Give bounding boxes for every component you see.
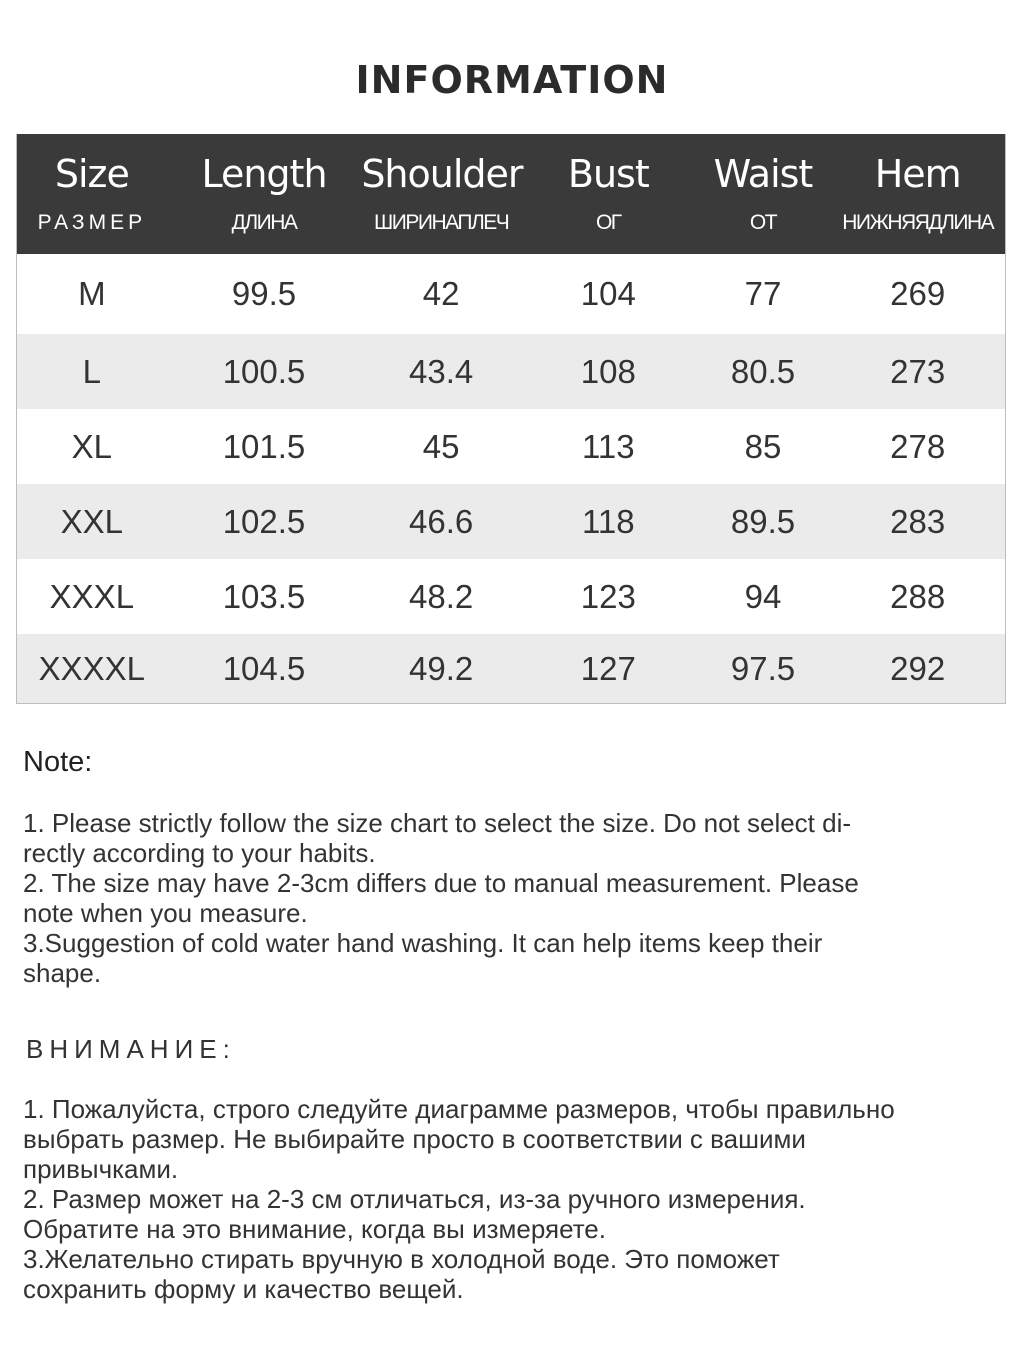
ru-note-line: 3.Желательно стирать вручную в холодной воде. Это поможет — [23, 1244, 780, 1274]
cell-waist: 85 — [744, 427, 782, 465]
cell-waist: 97.5 — [730, 649, 796, 687]
cell-length: 103.5 — [222, 577, 306, 615]
cell-hem: 288 — [890, 577, 946, 615]
ru-note-line: 2. Размер может на 2-3 см отличаться, из-за ручного измерения. — [23, 1184, 806, 1214]
ru-note-line: привычками. — [23, 1154, 179, 1184]
cell-waist: 94 — [744, 577, 782, 615]
note-body — [23, 808, 1003, 988]
note-line: note when you measure. — [23, 898, 308, 928]
cell-waist: 89.5 — [730, 502, 796, 540]
table-row — [17, 254, 1005, 334]
header-label-en: Size — [54, 152, 129, 196]
cell-shoulder: 45 — [422, 427, 460, 465]
cell-hem: 273 — [890, 352, 946, 390]
cell-size: XXXXL — [38, 649, 146, 687]
table-body — [17, 254, 1005, 703]
note-line: rectly according to your habits. — [23, 838, 376, 868]
table-row — [17, 484, 1005, 559]
cell-size: M — [78, 275, 106, 312]
header-size — [17, 134, 167, 254]
ru-note-line: Обратите на это внимание, когда вы измеряете. — [23, 1214, 606, 1244]
cell-bust: 113 — [581, 427, 635, 465]
header-label-en: Shoulder — [361, 152, 523, 196]
cell-length: 101.5 — [222, 427, 306, 465]
cell-bust: 127 — [580, 649, 636, 687]
table-row — [17, 409, 1005, 484]
cell-shoulder: 46.6 — [409, 502, 474, 540]
cell-hem: 283 — [890, 502, 946, 540]
table-row — [17, 634, 1005, 703]
note-line: 3.Suggestion of cold water hand washing. It can help items keep their — [23, 928, 823, 958]
ru-note-body — [23, 1094, 1013, 1304]
size-chart-table — [16, 134, 1006, 704]
header-shoulder — [361, 134, 521, 254]
table-row — [17, 334, 1005, 409]
cell-shoulder: 48.2 — [409, 577, 474, 615]
cell-bust: 104 — [580, 275, 636, 312]
cell-length: 99.5 — [231, 275, 297, 312]
header-label-en: Hem — [874, 152, 961, 196]
header-bust — [521, 134, 696, 254]
cell-bust: 123 — [580, 577, 636, 615]
cell-shoulder: 49.2 — [409, 649, 474, 687]
cell-hem: 269 — [890, 275, 946, 312]
cell-length: 102.5 — [222, 502, 306, 540]
note-line: 2. The size may have 2-3cm differs due to manual measurement. Please — [23, 868, 859, 898]
header-label-en: Bust — [567, 152, 649, 196]
header-label-ru: ОГ — [595, 211, 621, 234]
header-label-ru: РАЗМЕР — [37, 211, 147, 234]
table-header — [17, 134, 1005, 254]
header-hem — [830, 134, 1005, 254]
header-waist — [696, 134, 831, 254]
cell-waist: 80.5 — [730, 352, 796, 390]
cell-size: XXL — [60, 502, 124, 540]
cell-hem: 292 — [890, 649, 946, 687]
cell-shoulder: 42 — [422, 275, 460, 312]
note-line: shape. — [23, 958, 102, 988]
header-length — [167, 134, 362, 254]
header-label-en: Waist — [713, 152, 813, 196]
header-label-ru: ШИРИНАПЛЕЧ — [374, 211, 509, 234]
page-title: INFORMATION — [355, 58, 669, 102]
cell-length: 100.5 — [222, 352, 306, 390]
cell-size: L — [82, 352, 102, 390]
note-heading: Note: — [23, 746, 93, 778]
header-label-en: Length — [201, 152, 327, 196]
header-label-ru: НИЖНЯЯДЛИНА — [842, 211, 994, 234]
ru-note-line: выбрать размер. Не выбирайте просто в соответствии с вашими — [23, 1124, 806, 1154]
ru-note-heading: ВНИМАНИЕ: — [26, 1034, 236, 1064]
header-label-ru: ДЛИНА — [231, 211, 297, 234]
ru-note-line: сохранить форму и качество вещей. — [23, 1274, 464, 1304]
cell-hem: 278 — [890, 427, 946, 465]
cell-size: XXXL — [49, 577, 135, 615]
note-line: 1. Please strictly follow the size chart to select the size. Do not select di- — [23, 808, 852, 838]
header-label-ru: ОТ — [749, 211, 777, 234]
cell-bust: 118 — [581, 502, 635, 540]
cell-bust: 108 — [580, 352, 636, 390]
ru-note-line: 1. Пожалуйста, строго следуйте диаграмме размеров, чтобы правильно — [23, 1094, 895, 1124]
cell-size: XL — [71, 427, 113, 465]
cell-waist: 77 — [744, 275, 782, 312]
table-row — [17, 559, 1005, 634]
cell-shoulder: 43.4 — [409, 352, 474, 390]
cell-length: 104.5 — [222, 649, 306, 687]
